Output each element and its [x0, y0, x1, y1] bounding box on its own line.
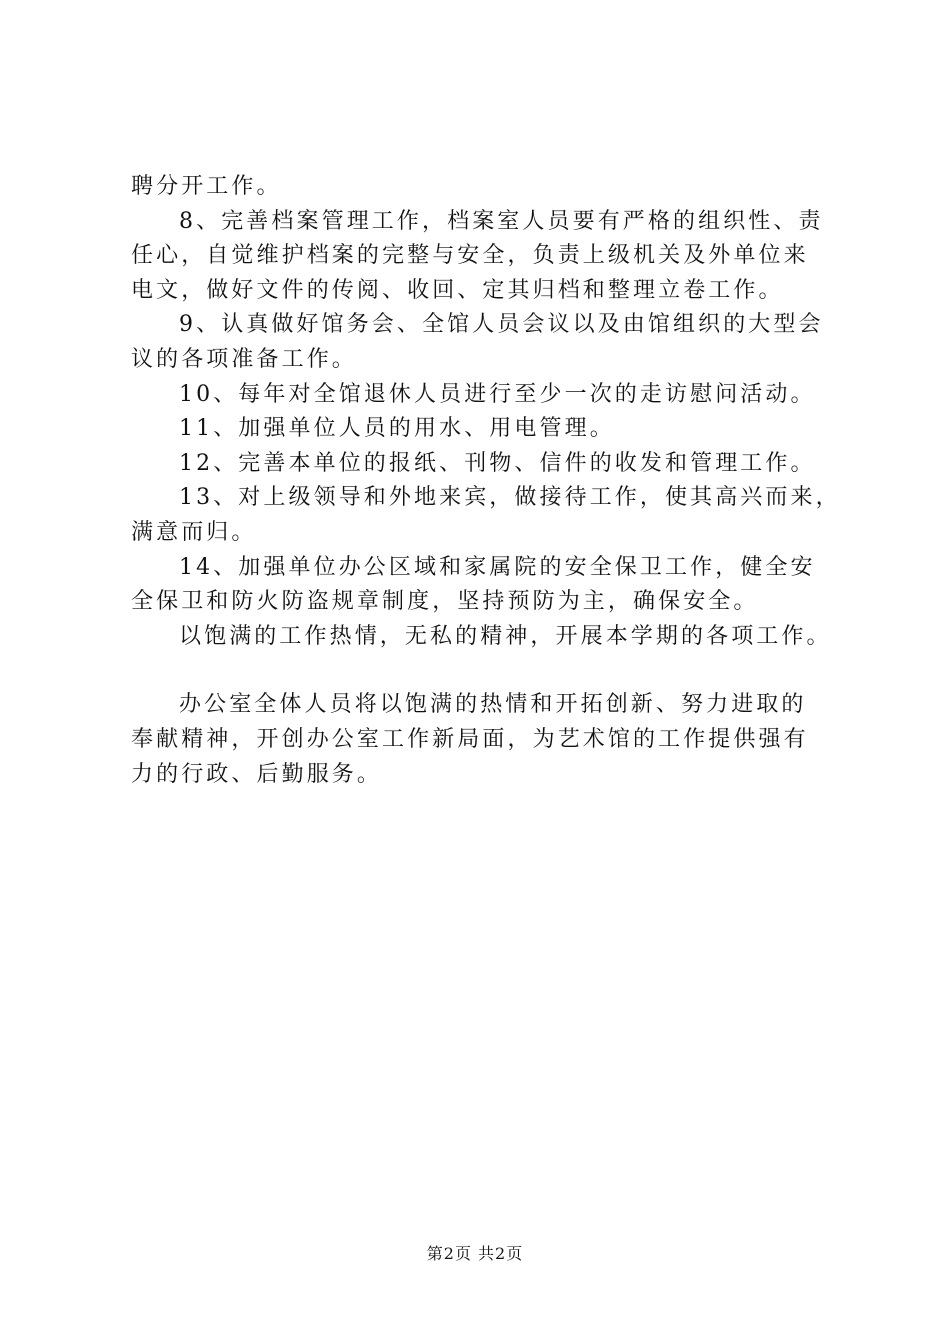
text-line: 力的行政、后勤服务。 [131, 761, 383, 787]
text-line: 13、对上级领导和外地来宾，做接待工作，使其高兴而来， [179, 485, 841, 511]
document-body [131, 170, 841, 792]
text-line: 电文，做好文件的传阅、收回、定其归档和整理立卷工作。 [131, 277, 784, 303]
text-line: 12、完善本单位的报纸、刊物、信件的收发和管理工作。 [179, 450, 816, 476]
text-line: 任心，自觉维护档案的完整与安全，负责上级机关及外单位来 [131, 243, 809, 269]
text-line: 聘分开工作。 [131, 174, 282, 199]
text-line: 以饱满的工作热情，无私的精神，开展本学期的各项工作。 [179, 623, 832, 649]
paragraph-block-duties [131, 170, 841, 654]
text-line: 办公室全体人员将以饱满的热情和开拓创新、努力进取的 [179, 692, 807, 718]
text-line: 奉献精神，开创办公室工作新局面，为艺术馆的工作提供强有 [131, 726, 809, 752]
text-line: 9、认真做好馆务会、全馆人员会议以及由馆组织的大型会 [179, 312, 824, 338]
paragraph-gap [131, 654, 837, 688]
paragraph-block-closing [131, 688, 837, 792]
text-line: 满意而归。 [131, 519, 257, 545]
text-line: 全保卫和防火防盗规章制度，坚持预防为主，确保安全。 [131, 589, 759, 615]
text-line: 议的各项准备工作。 [131, 346, 357, 372]
page-footer: 第2页 共2页 [426, 1244, 524, 1263]
text-line: 10、每年对全馆退休人员进行至少一次的走访慰问活动。 [179, 381, 816, 407]
text-line: 14、加强单位办公区域和家属院的安全保卫工作，健全安 [179, 554, 816, 580]
text-line: 11、加强单位人员的用水、用电管理。 [179, 416, 615, 442]
text-line: 8、完善档案管理工作，档案室人员要有严格的组织性、责 [179, 208, 824, 234]
